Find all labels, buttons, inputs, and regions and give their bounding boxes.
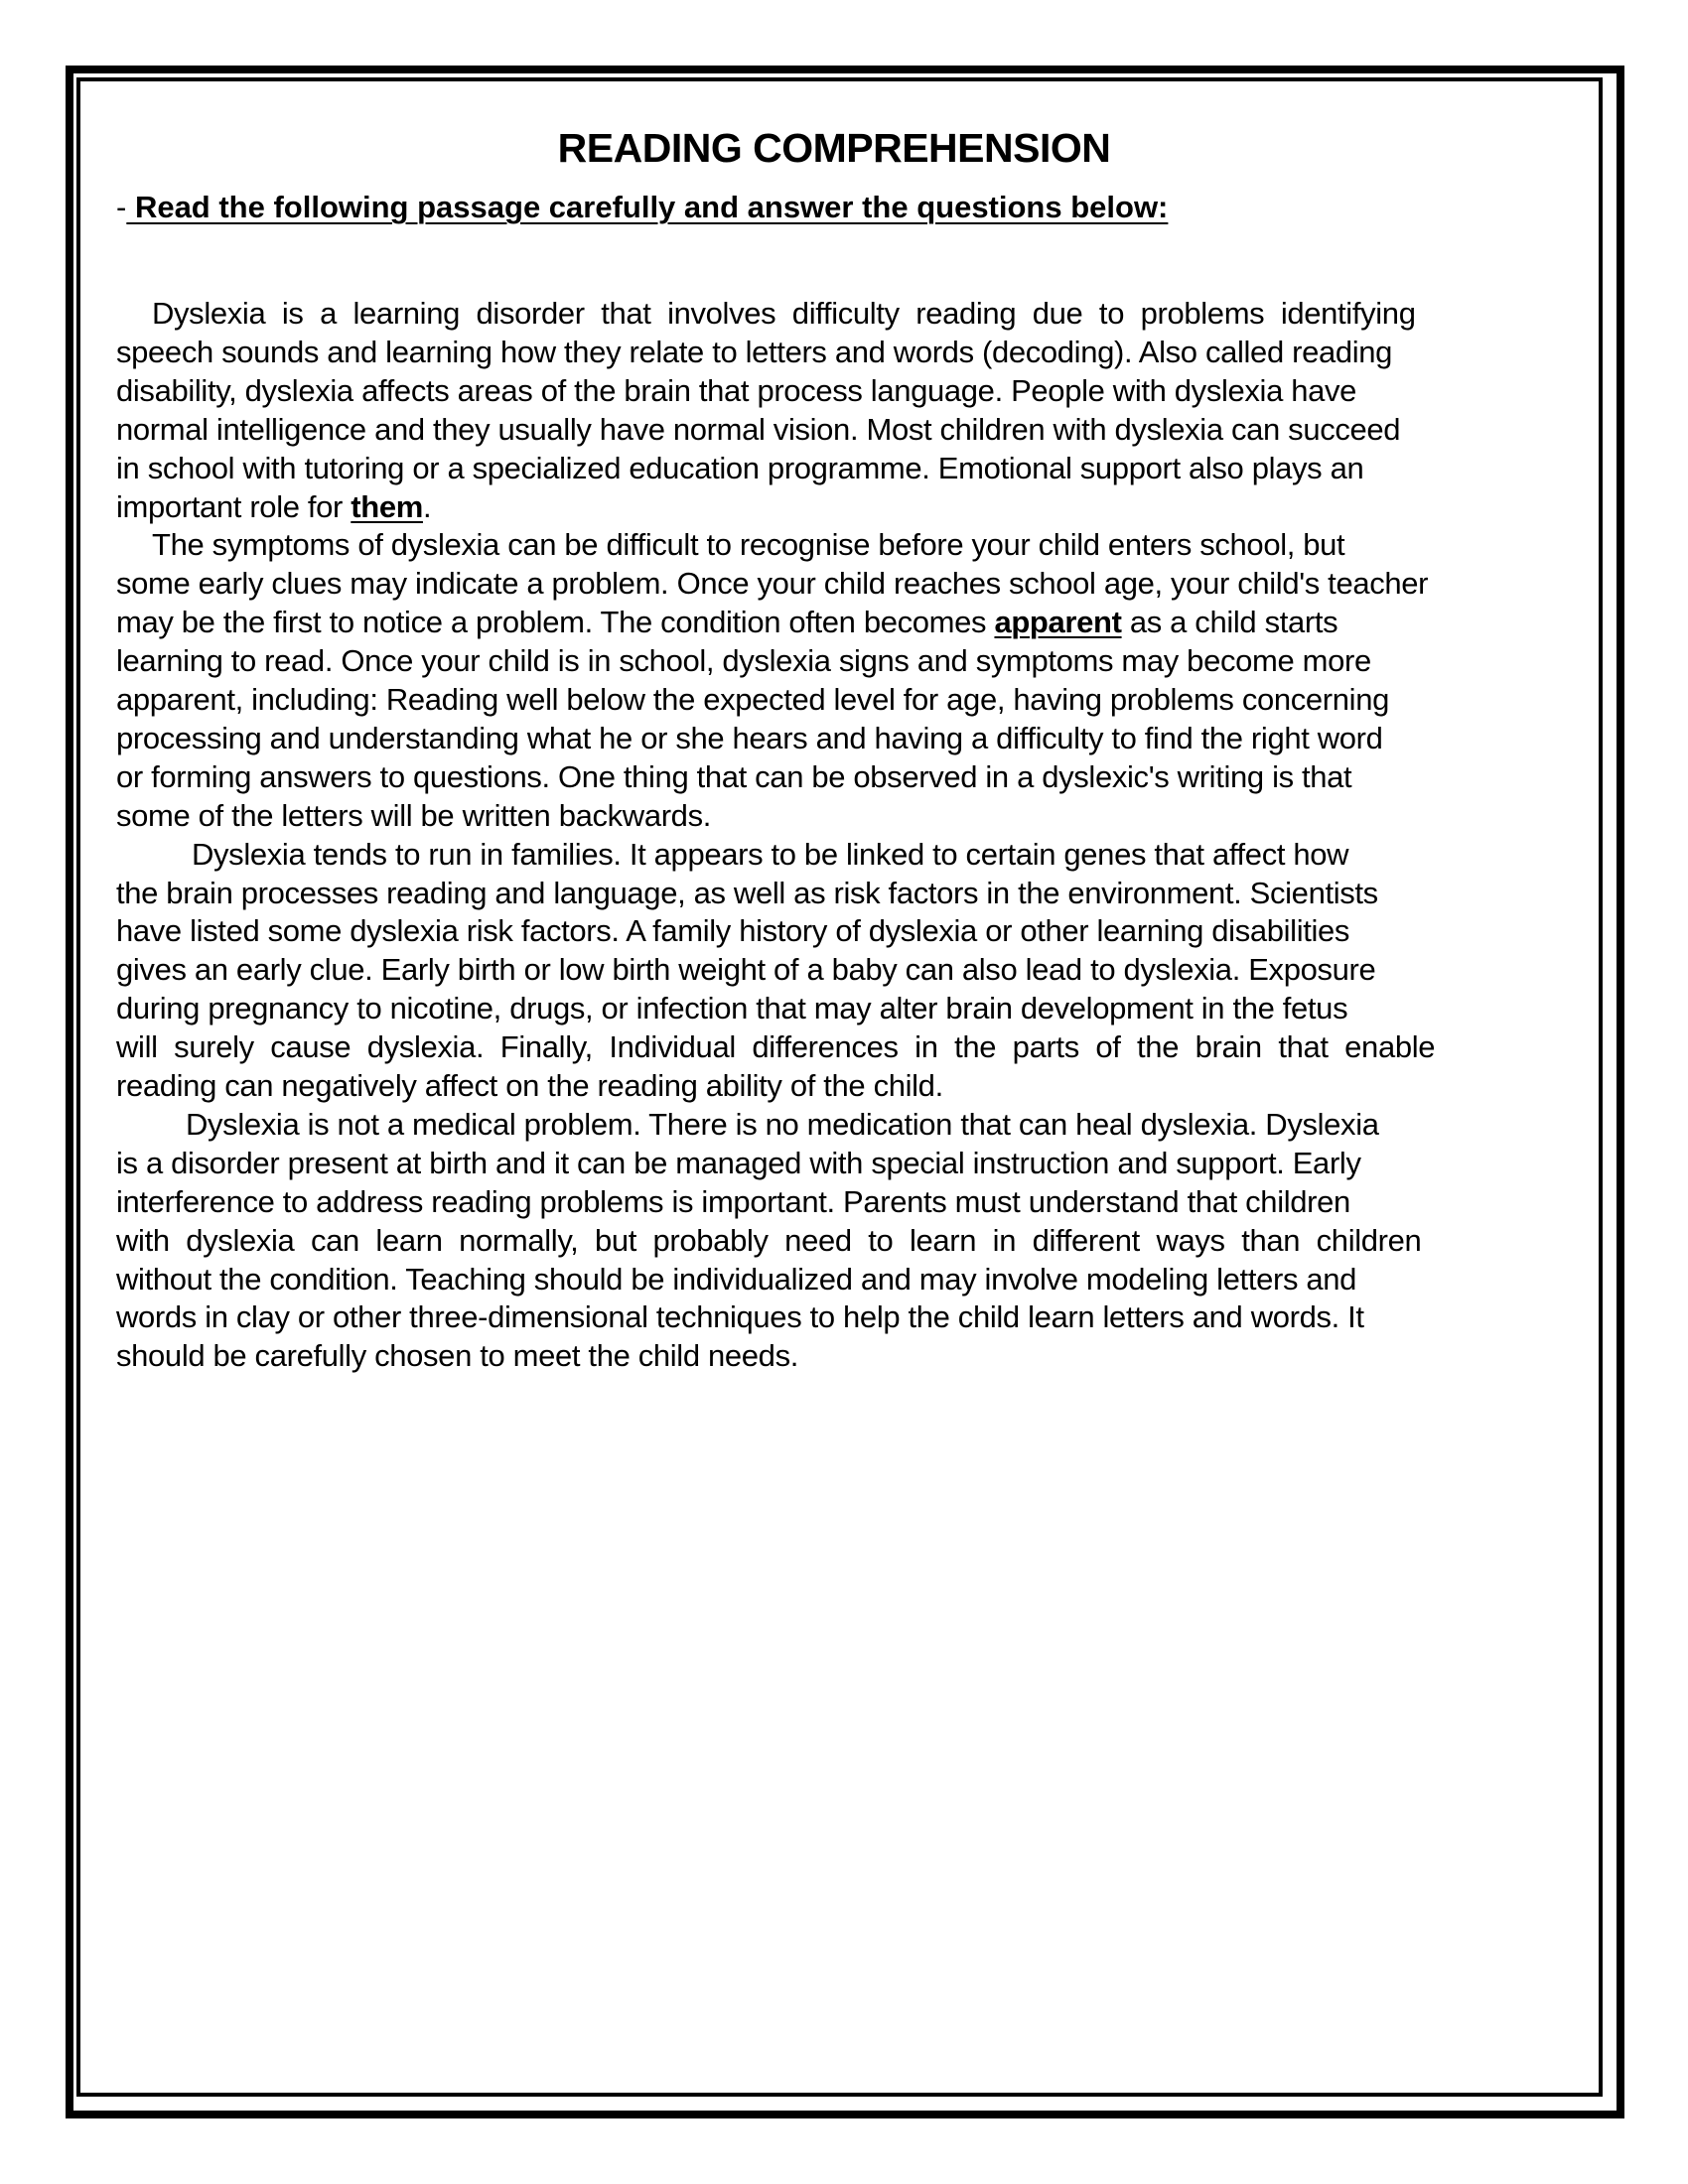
passage-line: some of the letters will be written backwards. [116,797,711,833]
page-title: READING COMPREHENSION [557,125,1111,171]
passage-line: in school with tutoring or a specialized education programme. Emotional support also plays an [116,450,1364,485]
passage-line: words in clay or other three-dimensional techniques to help the child learn letters and words. It [116,1299,1364,1335]
passage-line: speech sounds and learning how they relate to letters and words (decoding). Also called reading [116,334,1393,369]
passage-line: apparent, including: Reading well below the expected level for age, having problems concerning [116,682,1389,717]
passage-line: during pregnancy to nicotine, drugs, or infection that may alter brain development in the fetus [116,991,1348,1026]
passage-line: without the condition. Teaching should be individualized and may involve modeling letters and [116,1261,1357,1297]
passage-line: is a disorder present at birth and it can be managed with special instruction and support. Early [116,1145,1361,1180]
passage-line: Dyslexia is not a medical problem. There is no medication that can heal dyslexia. Dyslexia [186,1106,1379,1142]
passage-line: or forming answers to questions. One thing that can be observed in a dyslexic's writing is that [116,758,1352,794]
passage-line: Dyslexia is a learning disorder that involves difficulty reading due to problems identifying [152,296,1416,331]
instruction-text: Read the following passage carefully and answer the questions below: [126,190,1169,224]
passage-line: should be carefully chosen to meet the child needs. [116,1338,798,1374]
passage-line: processing and understanding what he or she hears and having a difficulty to find the right word [116,720,1383,755]
passage-line: reading can negatively affect on the reading ability of the child. [116,1068,943,1103]
passage-line: learning to read. Once your child is in school, dyslexia signs and symptoms may become more [116,643,1371,679]
passage-line: The symptoms of dyslexia can be difficult to recognise before your child enters school, but [152,527,1345,563]
passage-line: important role for them. [116,488,432,524]
passage-line: gives an early clue. Early birth or low birth weight of a baby can also lead to dyslexia. Exposure [116,952,1376,988]
passage-line: have listed some dyslexia risk factors. A family history of dyslexia or other learning disabilities [116,913,1350,949]
passage-line: disability, dyslexia affects areas of the brain that process language. People with dyslexia have [116,372,1357,408]
instruction-dash: - [116,190,127,224]
passage-line: with dyslexia can learn normally, but probably need to learn in different ways than children [116,1222,1422,1258]
passage-line: normal intelligence and they usually have normal vision. Most children with dyslexia can succeed [116,411,1401,447]
passage-line: may be the first to notice a problem. The condition often becomes apparent as a child starts [116,605,1338,640]
passage-line: interference to address reading problems is important. Parents must understand that children [116,1183,1350,1219]
passage-line: some early clues may indicate a problem. Once your child reaches school age, your child's teacher [116,566,1429,602]
passage-line: Dyslexia tends to run in families. It appears to be linked to certain genes that affect how [192,836,1349,872]
passage-line: will surely cause dyslexia. Finally, Individual differences in the parts of the brain that enable [116,1029,1436,1065]
passage-line: the brain processes reading and language, as well as risk factors in the environment. Scientists [116,875,1378,910]
emphasized-word: apparent [994,605,1122,640]
emphasized-word: them [351,488,423,524]
